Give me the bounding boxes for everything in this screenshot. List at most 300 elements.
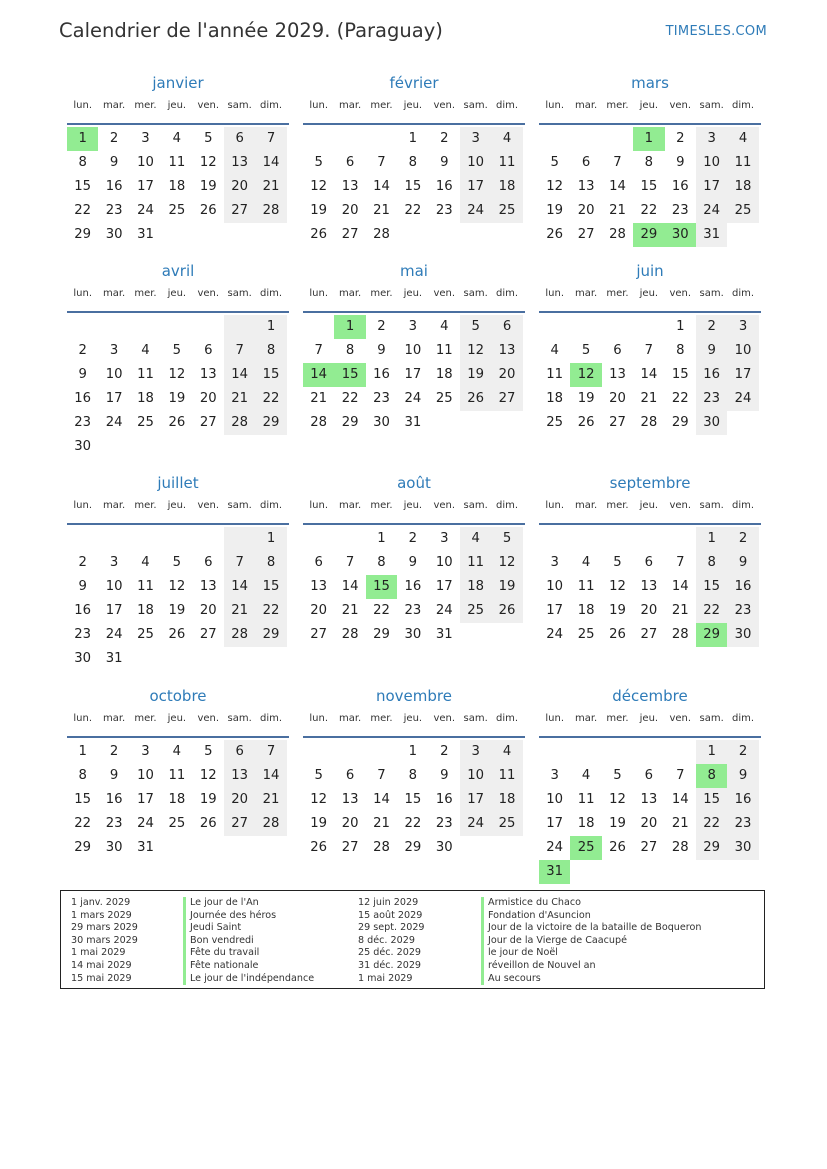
day-cell: 23 xyxy=(696,387,727,411)
day-cell: 27 xyxy=(640,627,658,642)
day-cell: 25 xyxy=(435,391,453,406)
holiday-date: 8 déc. 2029 xyxy=(358,934,415,946)
holiday-name: Le jour de l'indépendance xyxy=(183,973,314,986)
day-grid xyxy=(67,740,289,860)
weekday-label: lun. xyxy=(73,100,93,111)
day-cell: 26 xyxy=(491,599,522,623)
day-cell: 22 xyxy=(341,391,359,406)
day-cell: 19 xyxy=(460,363,491,387)
day-cell: 19 xyxy=(609,816,626,831)
day-cell: 2 xyxy=(408,531,418,546)
weekday-label: mer. xyxy=(134,100,157,111)
day-cell: 25 xyxy=(727,199,758,223)
day-cell: 23 xyxy=(74,627,92,642)
weekday-label: ven. xyxy=(433,500,456,511)
weekday-label: lun. xyxy=(309,500,329,511)
day-cell: 28 xyxy=(373,227,390,242)
day-cell: 3 xyxy=(109,555,119,570)
day-cell: 14 xyxy=(373,179,390,194)
day-cell: 3 xyxy=(408,319,418,334)
day-cell: 8 xyxy=(255,551,286,575)
day-cell: 9 xyxy=(440,768,449,783)
weekday-label: jeu. xyxy=(403,500,423,511)
empty-cell xyxy=(193,527,224,551)
holiday-name: Armistice du Chaco xyxy=(481,897,701,910)
day-cell: 25 xyxy=(137,415,154,430)
weekday-label: dim. xyxy=(732,500,755,511)
holiday-name: Jour de la Vierge de Caacupé xyxy=(481,935,701,948)
day-cell: 20 xyxy=(491,363,522,387)
empty-cell xyxy=(602,740,633,764)
weekday-header xyxy=(539,497,761,525)
weekday-label: mer. xyxy=(134,713,157,724)
empty-cell xyxy=(539,315,570,339)
weekday-label: jeu. xyxy=(167,288,187,299)
month-novembre xyxy=(303,686,525,860)
day-cell: 9 xyxy=(440,155,449,170)
empty-cell xyxy=(98,315,129,339)
day-cell: 29 xyxy=(696,836,727,860)
day-cell: 24 xyxy=(137,816,154,831)
day-cell: 26 xyxy=(609,840,626,855)
day-cell: 1 xyxy=(676,319,685,334)
day-cell: 23 xyxy=(105,816,123,831)
day-cell: 6 xyxy=(224,127,255,151)
day-cell: 2 xyxy=(377,319,386,334)
day-cell: 15 xyxy=(255,363,286,387)
day-cell: 26 xyxy=(310,840,328,855)
day-cell: 16 xyxy=(435,792,453,807)
day-cell: 17 xyxy=(435,579,453,594)
weekday-label: mer. xyxy=(370,100,393,111)
day-cell: 11 xyxy=(168,155,186,170)
day-cell: 7 xyxy=(314,343,323,358)
day-cell: 3 xyxy=(696,127,727,151)
day-cell: 19 xyxy=(609,603,626,618)
holiday-date: 1 mars 2029 xyxy=(71,909,132,921)
day-cell: 28 xyxy=(341,627,359,642)
weekday-label: ven. xyxy=(197,288,220,299)
empty-cell xyxy=(539,127,570,151)
day-cell: 20 xyxy=(199,391,217,406)
empty-cell xyxy=(633,315,664,339)
day-cell: 5 xyxy=(204,131,213,146)
day-cell: 4 xyxy=(581,768,591,783)
empty-cell xyxy=(366,127,397,151)
day-cell: 18 xyxy=(577,816,595,831)
day-cell: 2 xyxy=(727,740,758,764)
holiday-list xyxy=(60,890,765,989)
day-cell: 7 xyxy=(644,343,654,358)
weekday-label: mar. xyxy=(574,713,598,724)
day-cell: 27 xyxy=(609,415,626,430)
day-cell: 30 xyxy=(435,840,453,855)
day-cell: 6 xyxy=(644,555,654,570)
day-cell: 1 xyxy=(408,131,418,146)
holiday-names-left xyxy=(183,897,314,985)
day-cell: 16 xyxy=(74,603,92,618)
day-cell: 4 xyxy=(550,343,559,358)
day-grid xyxy=(303,127,525,247)
day-cell: 5 xyxy=(172,555,182,570)
weekday-header xyxy=(539,710,761,738)
day-cell: 15 xyxy=(640,179,658,194)
month-janvier xyxy=(67,73,289,247)
day-cell: 14 xyxy=(671,792,689,807)
weekday-label: sam. xyxy=(463,288,488,299)
day-cell: 4 xyxy=(491,740,522,764)
day-cell: 9 xyxy=(377,343,386,358)
day-cell: 9 xyxy=(109,768,119,783)
weekday-label: ven. xyxy=(433,288,456,299)
day-cell: 14 xyxy=(255,151,286,175)
day-cell: 12 xyxy=(491,551,522,575)
weekday-header xyxy=(303,497,525,525)
month-février xyxy=(303,73,525,247)
day-cell: 27 xyxy=(341,227,359,242)
day-cell: 7 xyxy=(224,551,255,575)
day-cell: 1 xyxy=(377,531,386,546)
day-cell: 12 xyxy=(609,579,626,594)
day-cell: 5 xyxy=(314,768,323,783)
day-cell: 29 xyxy=(74,227,92,242)
weekday-label: dim. xyxy=(496,288,519,299)
day-cell: 20 xyxy=(577,203,595,218)
month-juin xyxy=(539,261,761,435)
day-cell: 16 xyxy=(671,179,689,194)
day-cell: 11 xyxy=(137,579,154,594)
weekday-label: lun. xyxy=(73,500,93,511)
holiday-date: 15 mai 2029 xyxy=(71,972,132,984)
month-name: février xyxy=(389,74,439,92)
day-cell: 25 xyxy=(577,627,595,642)
day-cell: 13 xyxy=(199,579,217,594)
day-cell: 27 xyxy=(310,627,328,642)
day-cell: 1 xyxy=(255,527,286,551)
day-grid xyxy=(539,127,761,247)
day-cell: 13 xyxy=(491,339,522,363)
day-cell: 26 xyxy=(460,387,491,411)
weekday-label: jeu. xyxy=(167,500,187,511)
weekday-label: mar. xyxy=(338,100,362,111)
day-cell: 25 xyxy=(168,203,186,218)
day-cell: 19 xyxy=(199,792,217,807)
day-cell: 8 xyxy=(377,555,386,570)
empty-cell xyxy=(539,740,570,764)
day-cell: 2 xyxy=(676,131,685,146)
holiday-day-cell: 25 xyxy=(570,836,601,860)
day-cell: 11 xyxy=(137,367,154,382)
day-cell: 8 xyxy=(644,155,654,170)
day-cell: 26 xyxy=(168,627,186,642)
empty-cell xyxy=(67,527,98,551)
weekday-label: mer. xyxy=(606,500,629,511)
day-cell: 20 xyxy=(310,603,328,618)
empty-cell xyxy=(602,527,633,551)
day-cell: 8 xyxy=(408,768,418,783)
day-cell: 16 xyxy=(435,179,453,194)
day-cell: 28 xyxy=(640,415,658,430)
weekday-label: dim. xyxy=(496,713,519,724)
month-name: juillet xyxy=(157,474,199,492)
day-cell: 29 xyxy=(373,627,390,642)
weekday-label: ven. xyxy=(669,500,692,511)
day-cell: 28 xyxy=(255,812,286,836)
day-cell: 11 xyxy=(727,151,758,175)
holiday-day-cell: 29 xyxy=(696,623,727,647)
day-cell: 21 xyxy=(609,203,626,218)
day-cell: 12 xyxy=(199,768,217,783)
day-cell: 29 xyxy=(255,623,286,647)
day-cell: 8 xyxy=(78,768,87,783)
day-cell: 18 xyxy=(727,175,758,199)
day-cell: 29 xyxy=(671,415,689,430)
day-cell: 19 xyxy=(168,603,186,618)
weekday-header xyxy=(303,285,525,313)
weekday-label: jeu. xyxy=(639,288,659,299)
weekday-header xyxy=(67,285,289,313)
day-cell: 6 xyxy=(314,555,323,570)
day-cell: 28 xyxy=(224,623,255,647)
holiday-name: Jour de la victoire de la bataille de Boqueron xyxy=(481,922,701,935)
day-cell: 23 xyxy=(727,599,758,623)
day-cell: 26 xyxy=(609,627,626,642)
day-cell: 22 xyxy=(255,599,286,623)
weekday-label: ven. xyxy=(669,713,692,724)
day-cell: 16 xyxy=(105,179,123,194)
day-cell: 9 xyxy=(727,551,758,575)
day-cell: 11 xyxy=(491,151,522,175)
weekday-label: dim. xyxy=(496,100,519,111)
day-cell: 15 xyxy=(696,788,727,812)
month-name: octobre xyxy=(149,687,207,705)
day-cell: 24 xyxy=(460,199,491,223)
day-cell: 16 xyxy=(373,367,390,382)
day-cell: 14 xyxy=(224,363,255,387)
day-cell: 10 xyxy=(105,579,123,594)
day-cell: 11 xyxy=(577,792,595,807)
day-cell: 26 xyxy=(199,816,217,831)
weekday-label: mar. xyxy=(574,500,598,511)
holiday-day-cell: 15 xyxy=(366,575,397,599)
day-cell: 22 xyxy=(640,203,658,218)
day-cell: 30 xyxy=(727,836,758,860)
day-cell: 28 xyxy=(373,840,390,855)
day-cell: 27 xyxy=(491,387,522,411)
weekday-label: sam. xyxy=(699,500,724,511)
empty-cell xyxy=(570,740,601,764)
day-cell: 4 xyxy=(581,555,591,570)
day-cell: 13 xyxy=(310,579,328,594)
weekday-label: mer. xyxy=(370,288,393,299)
holiday-name: réveillon de Nouvel an xyxy=(481,960,701,973)
empty-cell xyxy=(633,527,664,551)
weekday-header xyxy=(539,285,761,313)
weekday-label: jeu. xyxy=(167,713,187,724)
day-grid xyxy=(303,315,525,435)
day-cell: 18 xyxy=(168,179,186,194)
day-cell: 5 xyxy=(550,155,559,170)
day-cell: 17 xyxy=(105,391,123,406)
holiday-date: 29 mars 2029 xyxy=(71,922,138,934)
day-cell: 31 xyxy=(435,627,453,642)
weekday-label: lun. xyxy=(309,100,329,111)
day-cell: 24 xyxy=(105,415,123,430)
day-cell: 16 xyxy=(404,579,422,594)
holiday-day-cell: 8 xyxy=(696,764,727,788)
month-name: mars xyxy=(631,74,669,92)
day-cell: 23 xyxy=(74,415,92,430)
day-cell: 7 xyxy=(377,768,386,783)
day-cell: 16 xyxy=(696,363,727,387)
day-cell: 9 xyxy=(78,367,87,382)
day-cell: 28 xyxy=(671,840,689,855)
day-cell: 25 xyxy=(546,415,564,430)
weekday-label: mar. xyxy=(102,500,126,511)
weekday-label: lun. xyxy=(545,100,565,111)
holiday-day-cell: 1 xyxy=(633,127,664,151)
day-cell: 1 xyxy=(408,744,418,759)
day-grid xyxy=(539,315,761,435)
day-cell: 27 xyxy=(577,227,595,242)
weekday-header xyxy=(303,710,525,738)
day-cell: 3 xyxy=(460,740,491,764)
day-cell: 14 xyxy=(609,179,626,194)
weekday-label: mer. xyxy=(134,288,157,299)
holiday-name: Journée des héros xyxy=(183,910,314,923)
day-cell: 14 xyxy=(640,367,658,382)
day-cell: 12 xyxy=(460,339,491,363)
day-cell: 16 xyxy=(74,391,92,406)
day-grid xyxy=(67,127,289,247)
day-cell: 8 xyxy=(696,551,727,575)
weekday-label: dim. xyxy=(732,713,755,724)
day-cell: 10 xyxy=(460,764,491,788)
day-cell: 19 xyxy=(310,816,328,831)
day-cell: 24 xyxy=(460,812,491,836)
day-cell: 3 xyxy=(109,343,119,358)
day-cell: 3 xyxy=(727,315,758,339)
day-cell: 2 xyxy=(440,131,449,146)
day-cell: 12 xyxy=(310,179,328,194)
day-cell: 30 xyxy=(404,627,422,642)
day-cell: 30 xyxy=(696,411,727,435)
day-cell: 22 xyxy=(404,203,422,218)
day-cell: 4 xyxy=(172,744,182,759)
day-cell: 15 xyxy=(696,575,727,599)
day-cell: 20 xyxy=(609,391,626,406)
weekday-label: sam. xyxy=(699,713,724,724)
day-cell: 6 xyxy=(491,315,522,339)
day-cell: 27 xyxy=(224,812,255,836)
day-cell: 10 xyxy=(546,579,564,594)
day-cell: 7 xyxy=(345,555,355,570)
day-cell: 16 xyxy=(105,792,123,807)
weekday-label: sam. xyxy=(699,288,724,299)
holiday-date: 30 mars 2029 xyxy=(71,934,138,946)
day-cell: 10 xyxy=(105,367,123,382)
weekday-label: dim. xyxy=(732,288,755,299)
holiday-date: 14 mai 2029 xyxy=(71,959,132,971)
day-cell: 26 xyxy=(310,227,328,242)
weekday-label: mer. xyxy=(370,713,393,724)
weekday-label: jeu. xyxy=(403,100,423,111)
day-cell: 10 xyxy=(137,768,154,783)
empty-cell xyxy=(193,315,224,339)
day-cell: 14 xyxy=(255,764,286,788)
day-cell: 25 xyxy=(168,816,186,831)
day-cell: 7 xyxy=(613,155,622,170)
day-cell: 27 xyxy=(199,627,217,642)
day-cell: 4 xyxy=(727,127,758,151)
day-cell: 13 xyxy=(341,792,359,807)
day-cell: 21 xyxy=(640,391,658,406)
day-grid xyxy=(303,527,525,647)
day-cell: 23 xyxy=(435,203,453,218)
day-cell: 19 xyxy=(577,391,595,406)
day-cell: 10 xyxy=(137,155,154,170)
day-cell: 19 xyxy=(199,179,217,194)
day-cell: 20 xyxy=(640,816,658,831)
day-cell: 4 xyxy=(491,127,522,151)
weekday-label: lun. xyxy=(309,713,329,724)
weekday-label: dim. xyxy=(260,100,283,111)
day-cell: 20 xyxy=(640,603,658,618)
day-cell: 22 xyxy=(696,812,727,836)
page-title: Calendrier de l'année 2029. (Paraguay) xyxy=(59,19,443,42)
day-grid xyxy=(67,315,289,459)
day-cell: 23 xyxy=(105,203,123,218)
day-cell: 9 xyxy=(727,764,758,788)
empty-cell xyxy=(334,740,365,764)
weekday-label: sam. xyxy=(227,100,252,111)
day-cell: 22 xyxy=(255,387,286,411)
day-cell: 1 xyxy=(696,740,727,764)
weekday-label: jeu. xyxy=(639,500,659,511)
weekday-label: mer. xyxy=(370,500,393,511)
day-cell: 6 xyxy=(581,155,591,170)
holiday-date: 31 déc. 2029 xyxy=(358,959,422,971)
day-grid xyxy=(539,527,761,647)
day-cell: 19 xyxy=(546,203,564,218)
empty-cell xyxy=(67,315,98,339)
holiday-date: 1 mai 2029 xyxy=(71,947,126,959)
empty-cell xyxy=(161,527,192,551)
day-cell: 22 xyxy=(404,816,422,831)
day-cell: 7 xyxy=(224,339,255,363)
holiday-names-right xyxy=(481,897,701,985)
day-cell: 30 xyxy=(373,415,390,430)
weekday-label: lun. xyxy=(545,500,565,511)
weekday-label: jeu. xyxy=(639,713,659,724)
weekday-label: sam. xyxy=(227,713,252,724)
empty-cell xyxy=(161,315,192,339)
empty-cell xyxy=(570,527,601,551)
day-cell: 1 xyxy=(696,527,727,551)
empty-cell xyxy=(303,740,334,764)
empty-cell xyxy=(665,527,696,551)
day-cell: 31 xyxy=(105,651,123,666)
weekday-label: dim. xyxy=(260,713,283,724)
day-cell: 9 xyxy=(78,579,87,594)
day-cell: 20 xyxy=(224,175,255,199)
brand-logo[interactable]: TIMESLES.COM xyxy=(665,24,767,39)
day-cell: 10 xyxy=(727,339,758,363)
day-cell: 21 xyxy=(671,816,689,831)
day-cell: 19 xyxy=(310,203,328,218)
day-cell: 7 xyxy=(676,555,685,570)
day-cell: 24 xyxy=(435,603,453,618)
